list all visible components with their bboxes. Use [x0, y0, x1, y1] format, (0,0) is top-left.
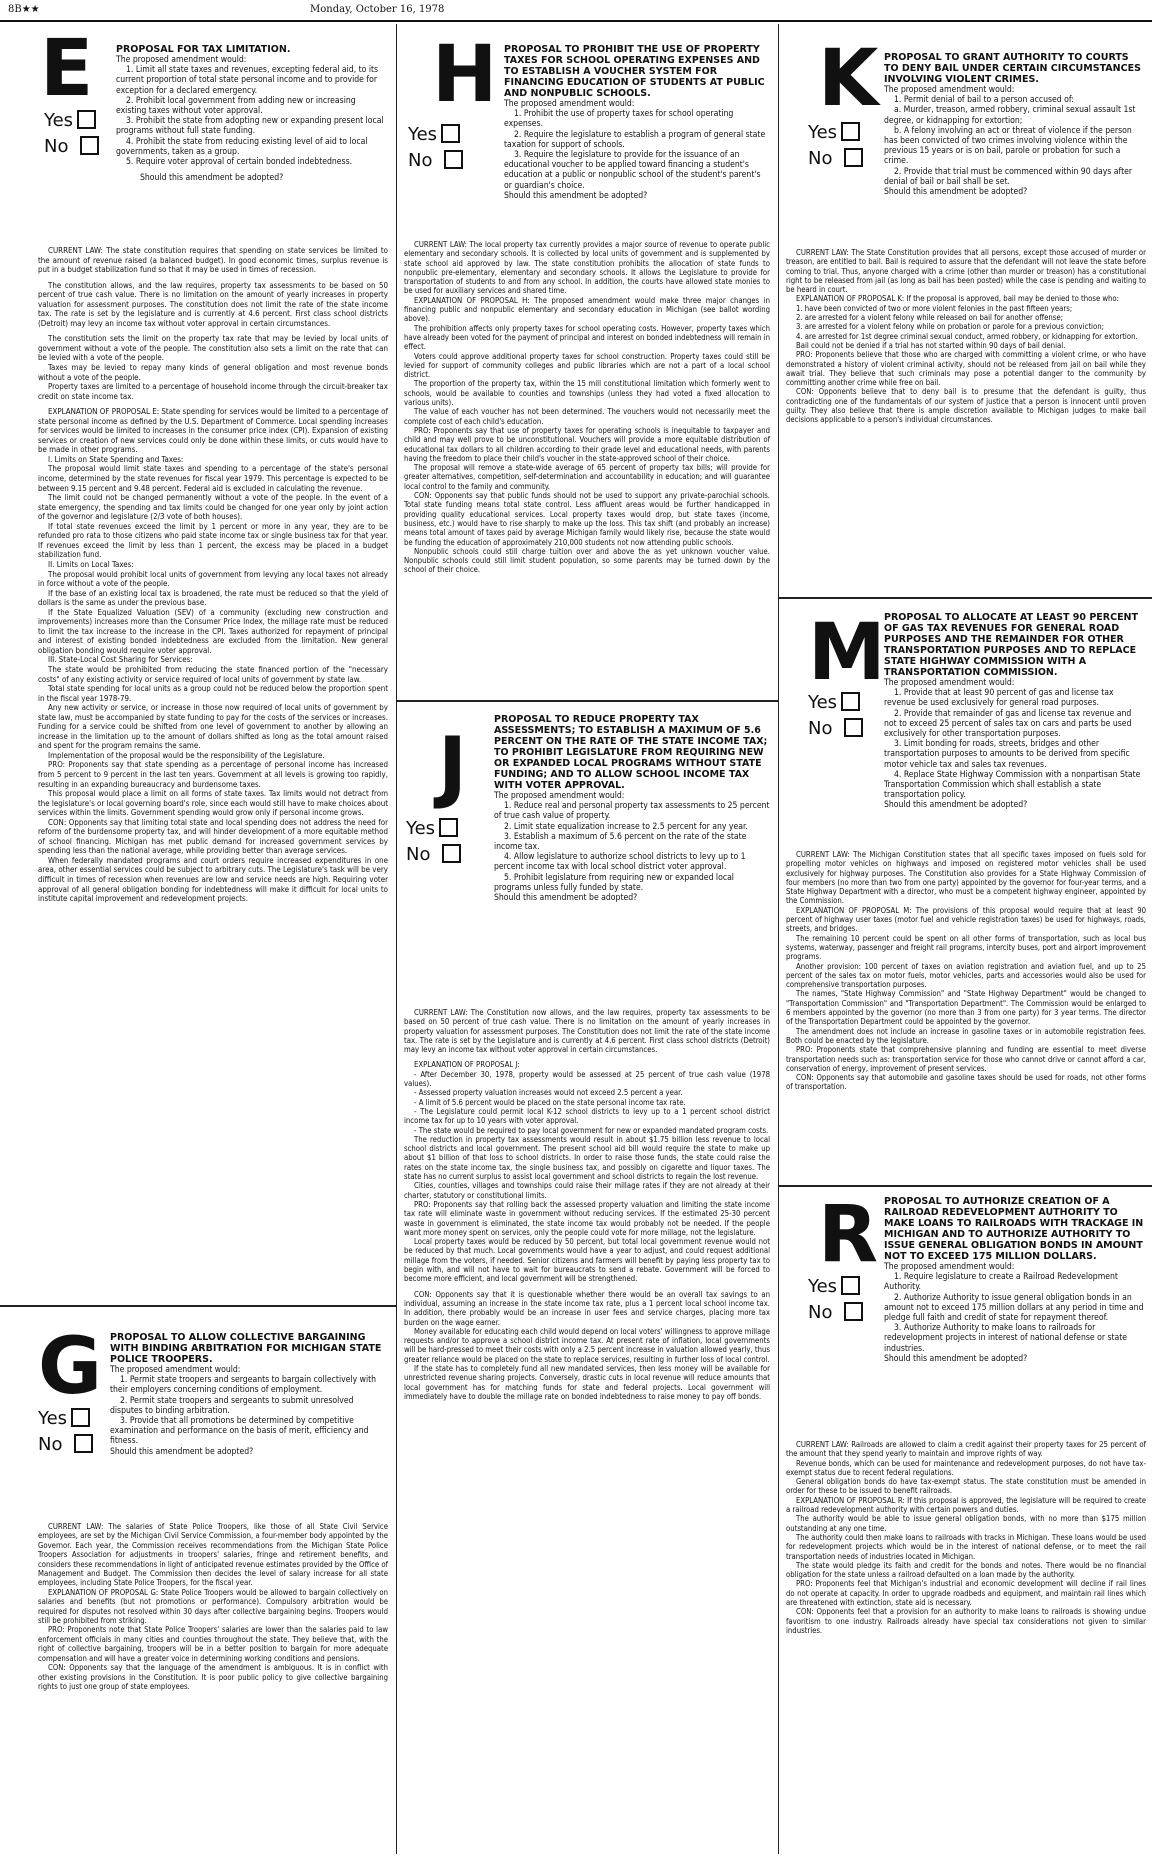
yes-label: Yes [808, 122, 838, 143]
explanation-text [786, 850, 1146, 1092]
proposal-item: 3. Authorize Authority to make loans to railroads for redevelopment projects in interest of national defense or state industries. [884, 1323, 1128, 1354]
proposal-item: 2. Limit state equalization increase to 2.5 percent for any year. [504, 821, 748, 832]
no-checkbox[interactable] [442, 844, 461, 863]
body-paragraph: Taxes may be levied to repay many kinds of general obligation and most revenue bonds without a vote of the people. [38, 363, 388, 382]
proposal-item: 1. Require legislature to create a Railroad Redevelopment Authority. [884, 1272, 1118, 1293]
body-paragraph: Another provision: 100 percent of taxes on aviation registration and aviation fuel, and up to 25 percent of the sales tax on motor fuels, motor vehicles, parts and accessories would also be used for comprehensive transportation purposes. [786, 961, 1146, 990]
ballot-choices [408, 124, 463, 176]
body-paragraph: CURRENT LAW: Railroads are allowed to claim a credit against their property taxes for 25 percent of the amount that they spend yearly to maintain and improve rights of way. [786, 1440, 1146, 1459]
yes-checkbox[interactable] [439, 818, 458, 837]
body-paragraph: The amendment does not include an increase in gasoline taxes or in automobile registration fees. Both could be enacted by the legislature. [786, 1026, 1146, 1045]
body-paragraph: The constitution allows, and the law requires, property tax assessments to be based on 50 percent of true cash value. There is no limitation on the amount of yearly increases in property valuation for assessment purposes. The constitution does not limit the rate of the state income tax. The rate is set by the legislature and is currently at 4.6 percent. First class school districts (Detroit) may levy an income tax without voter approval in certain circumstances. [38, 280, 388, 328]
body-paragraph: Cities, counties, villages and townships could raise their millage rates if they are not already at their charter, statutory or constitutional limits. [404, 1181, 770, 1200]
yes-label: Yes [808, 1276, 838, 1297]
proposal-text [504, 44, 770, 201]
body-paragraph: CON: Opponents feel that a provision for an authority to make loans to railroads is showing undue favoritism to one industry. Railroads already have special tax considerations not given to similar industries. [786, 1607, 1146, 1635]
proposal-letter: H [432, 30, 498, 120]
body-paragraph: Total state spending for local units as a group could not be reduced below the proportion spent in the fiscal year 1978-79. [38, 684, 388, 703]
body-paragraph: 1. have been convicted of two or more violent felonies in the past fifteen years; [796, 303, 1073, 313]
body-paragraph: CURRENT LAW: The Michigan Constitution states that all specific taxes imposed on fuels sold for propelling motor vehicles on highways and imposed on registered motor vehicles shall be used exclusively for highway purposes. The Constitution also provides for a State Highway Commission of four members (no more than two from one party) appointed by the governor for four-year terms, and a State Highway Department with a director, who must be a competent highway engineer, appointed by the Commission. [786, 850, 1146, 906]
proposal-text [884, 1196, 1146, 1364]
ballot-choices [38, 1408, 93, 1460]
body-paragraph: If the state has to completely fund all new mandated services, then less money will be available for unrestricted revenue sharing projects. Conversely, drastic cuts in local revenue will reduce amounts that local government has for matching funds for state and federal projects. Local government will immediately have to double the millage rate on bonded indebtedness to raise money to pay off bonds. [404, 1363, 770, 1401]
explanation-text [404, 1008, 770, 1401]
body-paragraph: I. Limits on State Spending and Taxes: [48, 454, 184, 464]
ballot-choices [406, 818, 461, 870]
explanation-text [786, 1440, 1146, 1635]
proposal-title: PROPOSAL TO GRANT AUTHORITY TO COURTS TO DENY BAIL UNDER CERTAIN CIRCUMSTANCES INVOLVING VIOLENT CRIMES. [884, 52, 1141, 85]
body-paragraph: PRO: Proponents state that comprehensive planning and funding are essential to meet diverse transportation needs such as: transportation service for those who cannot drive or cannot afford a car, conservation of energy, improvement of present services. [786, 1045, 1146, 1073]
proposal-letter: R [818, 1190, 879, 1280]
body-paragraph: The remaining 10 percent could be spent on all other forms of transportation, such as local bus systems, waterway, passenger and freight rail programs, intercity buses, port and airport improvement programs. [786, 933, 1146, 962]
body-paragraph: CON: Opponents say that public funds should not be used to support any private-parochial schools. Total state funding means total state control. Less affluent areas would be further handicapped in providing quality educational services. Local property taxes would drop, but state taxes (income, business, etc.) would have to rise sharply to make up the loss. This tax shift (and probably an increase) means total amount of taxes paid by average Michigan family would likely rise, because the state would be funding the education of approximately 210,000 students not now attending public schools. [404, 491, 770, 547]
body-paragraph: - Assessed property valuation increases would not exceed 2.5 percent a year. [414, 1088, 683, 1098]
ballot-choices [808, 122, 863, 174]
no-label: No [408, 150, 433, 171]
body-paragraph: EXPLANATION OF PROPOSAL R: If this proposal is approved, the legislature will be required to create a railroad redevelopment authority with certain powers and duties. [786, 1495, 1146, 1515]
proposal-item: 3. Prohibit the state from adopting new or expanding present local programs without full state funding. [116, 116, 384, 137]
yes-label: Yes [38, 1408, 68, 1429]
proposal-item: 5. Require voter approval of certain bonded indebtedness. [126, 157, 353, 168]
page-number: 8B★★ [8, 4, 40, 15]
section-rule-r [778, 1185, 1152, 1187]
proposal-text [884, 612, 1146, 811]
no-label: No [406, 844, 431, 865]
body-paragraph: The authority could then make loans to railroads with tracks in Michigan. These loans would be used for redevelopment projects which would be in the interest of national defense, or to meet the rail transportation needs of industries located in Michigan. [786, 1532, 1146, 1561]
body-paragraph: General obligation bonds do have tax-exempt status. The state constitution must be amended in order for these to be issued to benefit railroads. [786, 1477, 1146, 1496]
no-checkbox[interactable] [844, 718, 863, 737]
no-checkbox[interactable] [844, 148, 863, 167]
body-paragraph: The prohibition affects only property taxes for school operating costs. However, property taxes which have already been voted for the payment of principal and interest on bonded indebtedness will remain in effect. [404, 323, 770, 352]
proposal-item: 3. Establish a maximum of 5.6 percent on the rate of the state income tax. [494, 831, 747, 853]
yes-label: Yes [44, 110, 74, 131]
yes-checkbox[interactable] [841, 122, 860, 141]
body-paragraph: CON: Opponents believe that to deny bail is to presume that the defendant is guilty, thus contradicting one of the fundamentals of our system of justice that a person is innocent until proven guilty. They also believe that there is ample discretion available to Michigan judges to make bail decisions applicable to a person's individual circumstances. [786, 387, 1146, 425]
proposal-question: Should this amendment be adopted? [140, 173, 284, 184]
body-paragraph: The limit could not be changed permanently without a vote of the people. In the event of a state emergency, the spending and tax limits could be changed for one year only by joint action of the governor and legislature (2/3 vote of both houses). [38, 493, 388, 522]
body-paragraph: If the base of an existing local tax is broadened, the rate must be reduced so that the yield of dollars is the same as under the previous base. [38, 588, 388, 608]
proposal-question: Should this amendment be adopted? [110, 1446, 254, 1457]
body-paragraph: Revenue bonds, which can be used for maintenance and redevelopment purposes, do not have tax-exempt status due to recent federal regulations. [786, 1458, 1146, 1477]
yes-checkbox[interactable] [77, 110, 96, 129]
yes-checkbox[interactable] [441, 124, 460, 143]
no-checkbox[interactable] [444, 150, 463, 169]
body-paragraph: Voters could approve additional property taxes for school construction. Property taxes could still be levied for support of community colleges and public libraries which are not a part of a local school district. [404, 351, 770, 380]
no-label: No [38, 1434, 63, 1455]
proposal-item: 1. Permit denial of bail to a person accused of: [894, 95, 1074, 106]
body-paragraph: CON: Opponents say that it is questionable whether there would be an overall tax savings to an individual, assuming an increase in the state income tax rate, plus a 1 percent local school income tax. In addition, there probably would be an increase in user fees and service charges, placing more tax burden on the wage earner. [404, 1289, 770, 1327]
proposal-title: PROPOSAL TO ALLOW COLLECTIVE BARGAINING WITH BINDING ARBITRATION FOR MICHIGAN STATE POLICE TROOPERS. [110, 1332, 382, 1365]
proposal-text [110, 1332, 386, 1457]
proposal-text [116, 44, 386, 183]
proposal-title: PROPOSAL TO PROHIBIT THE USE OF PROPERTY TAXES FOR SCHOOL OPERATING EXPENSES AND TO ESTABLISH A VOUCHER SYSTEM FOR FINANCING EDUCATION OF STUDENTS AT PUBLIC AND NONPUBLIC SCHOOLS. [504, 44, 765, 99]
body-paragraph: - After December 30, 1978, property would be assessed at 25 percent of true cash value (1978 values). [404, 1069, 770, 1089]
proposal-item: a. Murder, treason, armed robbery, criminal sexual assault 1st degree, or kidnapping for extortion; [884, 105, 1136, 126]
no-label: No [808, 718, 833, 739]
body-paragraph: EXPLANATION OF PROPOSAL E: State spending for services would be limited to a percentage of state personal income as defined by the U.S. Department of Commerce. Local spending increases for services would be limited to increases in the consumer price index (CPI). Expansion of existing services or creation of new services could only be done within these limits, or cuts would have to be made in other programs. [38, 407, 388, 455]
publication-date: Monday, October 16, 1978 [310, 4, 445, 15]
proposal-title: PROPOSAL FOR TAX LIMITATION. [116, 44, 291, 55]
column-rule-1 [396, 24, 397, 1854]
section-rule-m [778, 597, 1152, 599]
proposal-item: 2. Provide that trial must be commenced within 90 days after denial of bail or bail shall be set. [884, 166, 1133, 187]
body-paragraph: CURRENT LAW: The state constitution requires that spending on state services be limited to the amount of revenue raised (a balanced budget). In good economic times, surplus revenue is put in a budget stabilization fund so that it may be used in times of recession. [38, 246, 388, 275]
proposal-question: Should this amendment be adopted? [884, 187, 1028, 198]
body-paragraph: This proposal would place a limit on all forms of state taxes. Tax limits would not detract from the legislature's or local governing board's role, since each would still have to make choices about services within the limits. Government spending would grow only if personal income grows. [38, 789, 388, 818]
proposal-item: 5. Prohibit legislature from requiring new or expanded local programs unless fully funded by state. [494, 872, 734, 893]
body-paragraph: PRO: Proponents say that rolling back the assessed property valuation and limiting the state income tax rate will eliminate waste in government without reducing services. If the estimated 25-30 percent waste in government is eliminated, the state income tax would probably not be needed. If the people want more money spent on services, only the people could vote for more millage, not the legislature. [404, 1199, 770, 1237]
body-paragraph: CURRENT LAW: The local property tax currently provides a major source of revenue to operate public elementary and secondary schools. It is collected by local units of government and is supplemented by state school aid approved by law. The state constitution prohibits the allocation of state funds to nonpublic pre-elementary, elementary and secondary schools. It allows the Legislature to provide for transportation of students to and from any school. In addition, the courts have allowed state monies to be used for auxiliary services and shared time. [404, 240, 770, 296]
top-rule [0, 20, 1152, 22]
proposal-item: 2. Authorize Authority to issue general obligation bonds in an amount not to exceed 175 million dollars at any period in time and pledge full faith and credit of state for repayment thereof. [884, 1292, 1144, 1324]
body-paragraph: PRO: Proponents feel that Michigan's industrial and economic development will decline if rail lines do not operate at capacity. In order to upgrade roadbeds and equipment, and maintain rail lines which are threatened with extinction, state aid is necessary. [786, 1579, 1146, 1608]
proposal-item: 1. Permit state troopers and sergeants to bargain collectively with their employers concerning conditions of employment. [110, 1375, 377, 1396]
proposal-item: 1. Reduce real and personal property tax assessments to 25 percent of true cash value of property. [494, 801, 770, 822]
yes-checkbox[interactable] [841, 692, 860, 711]
body-paragraph: Any new activity or service, or increase in those now required of local units of government by state law, must be accompanied by state funding to pay for the costs of the services or increases. Funding for a service could be shifted from one level of government to another by allowing an increase in the limitation up to the amount of dollars shifted as long as the total amount raised and spent for the program remains the same. [38, 703, 388, 751]
body-paragraph: 2. are arrested for a violent felony while released on bail for another offense; [796, 313, 1063, 323]
body-paragraph: PRO: Proponents note that State Police Troopers' salaries are lower than the salaries paid to law enforcement officials in many cities and counties throughout the state. They believe that, with the right of collective bargaining, troopers will be in a better position to bargain for more adequate compensation and will have a greater voice in determining working conditions and pensions. [38, 1625, 388, 1663]
body-paragraph: CURRENT LAW: The Constitution now allows, and the law requires, property tax assessments to be based on 50 percent of true cash value. There is no limitation on the amount of yearly increases in property valuation for assessment purposes. The Constitution does not limit the rate of the state income tax. The rate is set by the Legislature and is currently at 4.6 percent. First class school districts (Detroit) may levy an income tax without voter approval in certain circumstances. [404, 1008, 770, 1055]
proposal-item: 1. Prohibit the use of property taxes for school operating expenses. [504, 109, 734, 130]
body-paragraph: The reduction in property tax assessments would result in about $1.75 billion less revenue to local school districts and local government. The present school aid bill would require the state to make up about $1 billion of that loss to school districts. In order to raise those funds, the state could raise the rates on the state income tax, the single business tax, and possibly on cigarette and liquor taxes. The state has no current surplus to assist local government and school districts to regain the lost revenue. [404, 1134, 770, 1182]
body-paragraph: The proposal would limit state taxes and spending to a percentage of the state's personal income, determined by the state revenues for fiscal year 1979. This percentage is expected to be between 9.15 percent and 9.48 percent. Federal aid is excluded in calculating the revenue. [38, 464, 388, 493]
body-paragraph: EXPLANATION OF PROPOSAL J: [414, 1060, 520, 1070]
proposal-item: 3. Limit bonding for roads, streets, bridges and other transportation purposes to amounts to be derived from specific motor vehicle tax and sales tax revenues. [884, 739, 1130, 770]
body-paragraph: When federally mandated programs and court orders require increased expenditures in one area, other essential services could be subject to arbitrary cuts. The Legislature's task will be very difficult in times of recession when revenues are low and service needs are high. Requiring voter approval of all general obligation bonding for indebtedness will make it difficult for local units to institute capital improvement and redevelopment projects. [38, 855, 388, 904]
proposal-item: 2. Provide that remainder of gas and license tax revenue and not to exceed 25 percent of sales tax on cars and parts be used exclusively for other transportation purposes. [884, 708, 1132, 740]
proposal-letter: E [40, 24, 94, 114]
proposal-intro: The proposed amendment would: [884, 85, 1015, 95]
proposal-item: 4. Replace State Highway Commission with a nonpartisan State Transportation Commission which shall establish a state transportation policy. [884, 769, 1141, 801]
explanation-text [38, 1522, 388, 1691]
proposal-question: Should this amendment be adopted? [504, 190, 648, 201]
proposal-text [494, 714, 770, 903]
no-checkbox[interactable] [74, 1434, 93, 1453]
column-rule-2 [778, 24, 779, 1854]
proposal-question: Should this amendment be adopted? [884, 800, 1028, 811]
body-paragraph: The names, "State Highway Commission" and "State Highway Department" would be changed to "Transportation Commission" and "Transportation Department". The Commission would be enlarged to 6 members appointed by the governor (no more than 3 from one party) for 3 year terms. The director of the Transportation Department could be appointed by the governor. [786, 989, 1146, 1027]
body-paragraph: - The state would be required to pay local government for new or expanded mandated program costs. [414, 1125, 769, 1135]
body-paragraph: PRO: Proponents say that use of property taxes for operating schools is inequitable to taxpayer and child and may well prove to be unconstitutional. Vouchers will provide a more equitable distribution of educational tax dollars to all children according to their grade level and educational needs, with parents having the freedom to place their child's voucher in the state-approved school of their choice. [404, 425, 770, 463]
explanation-text [38, 246, 388, 904]
body-paragraph: Implementation of the proposal would be the responsibility of the Legislature. [48, 750, 325, 760]
body-paragraph: EXPLANATION OF PROPOSAL M: The provisions of this proposal would require that at least 90 percent of highway user taxes (motor fuel and vehicle registration taxes) be used for highways, roads, streets, and bridges. [786, 905, 1146, 934]
proposal-title: PROPOSAL TO ALLOCATE AT LEAST 90 PERCENT OF GAS TAX REVENUES FOR GENERAL ROAD PURPOSES AND THE REMAINDER FOR OTHER TRANSPORTATION PURPOSES AND TO REPLACE STATE HIGHWAY COMMISSION WITH A TRANSPORTATION COMMISSION. [884, 612, 1138, 678]
body-paragraph: PRO: Proponents say that state spending as a percentage of personal income has increased from 5 percent to 9 percent in the last ten years. Government at all levels is growing too rapidly, resulting in an expanding bureaucracy and burdensome taxes. [38, 760, 388, 789]
proposal-item: 4. Prohibit the state from reducing existing level of aid to local governments, taken as a group. [116, 136, 368, 157]
proposal-item: 4. Allow legislature to authorize school districts to levy up to 1 percent income tax with local school district voter approval. [494, 852, 746, 873]
proposal-item: 1. Limit all state taxes and revenues, excepting federal aid, to its current proportion of total state personal income and to provide for exception for a declared emergency. [116, 65, 379, 96]
body-paragraph: 4. are arrested for 1st degree criminal sexual conduct, armed robbery, or kidnapping for extortion. [796, 331, 1138, 341]
body-paragraph: The proportion of the property tax, within the 15 mill constitutional limitation which formerly went to schools, would be available to counties and townships (unless they had voted a fixed allocation to various units). [404, 379, 770, 408]
body-paragraph: Bail could not be denied if a trial has not started within 90 days of bail denial. [796, 340, 1066, 350]
body-paragraph: The proposal would prohibit local units of government from levying any local taxes not already in force without a vote of the people. [38, 569, 388, 589]
body-paragraph: The state would pledge its faith and credit for the bonds and notes. There would be no financial obligation for the state unless a railroad defaulted on a loan made by the authority. [786, 1560, 1146, 1580]
yes-label: Yes [408, 124, 438, 145]
proposal-item: 2. Permit state troopers and sergeants to submit unresolved disputes to binding arbitration. [110, 1395, 354, 1416]
body-paragraph: - The Legislature could permit local K-12 school districts to levy up to a 1 percent school district income tax for up to 10 years with voter approval. [404, 1106, 770, 1126]
body-paragraph: The authority would be able to issue general obligation bonds, with no more than $175 million outstanding at any one time. [786, 1514, 1146, 1533]
no-checkbox[interactable] [80, 136, 99, 155]
yes-label: Yes [406, 818, 436, 839]
no-checkbox[interactable] [844, 1302, 863, 1321]
no-label: No [808, 1302, 833, 1323]
body-paragraph: The proposal will remove a state-wide average of 65 percent of property tax bills; will provide for greater alternatives, competition, self-determination and accountability in education; and will guarantee local control to the family and community. [404, 463, 770, 491]
yes-label: Yes [808, 692, 838, 713]
body-paragraph: CURRENT LAW: The salaries of State Police Troopers, like those of all State Civil Service employees, are set by the Michigan Civil Service Commission, a four-member body appointed by the Governor. Each year, the Commission receives recommendations from the Michigan State Police Troopers Association for adjustments in troopers' salaries, fringe and retirement benefits, and considers these recommendations in light of anticipated revenue estimates provided by the Office of Management and Budget. The Commission then decides the level of salary increase for all state employees, including State Police Troopers, for the fiscal year. [38, 1522, 388, 1588]
body-paragraph: CON: Opponents say that limiting total state and local spending does not address the need for reform of the burdensome property tax, and will hinder development of a more equitable method of school financing. Michigan has met public demand for increased government services by spending less than the national average, while providing better than average services. [38, 817, 388, 856]
section-rule-j [396, 700, 778, 702]
body-paragraph: PRO: Proponents believe that those who are charged with committing a violent crime, or who have demonstrated a history of violent criminal activity, should not be released from jail on bail while they await trial. They believe that such criminals may pose a potential danger to the community by committing another crime while free on bail. [786, 350, 1146, 388]
body-paragraph: EXPLANATION OF PROPOSAL K: If the proposal is approved, bail may be denied to those who: [796, 294, 1119, 304]
body-paragraph: CURRENT LAW: The State Constitution provides that all persons, except those accused of murder or treason, are entitled to bail. Bail is required to assure that the defendant will not leave the state before coming to trial. Thus, anyone charged with a crime (other than murder or treason) has a constitutional right to be released from jail (as long as bail has been posted) while the case is pending and waiting to be heard in court. [786, 248, 1146, 295]
proposal-intro: The proposed amendment would: [884, 1262, 1015, 1272]
body-paragraph: EXPLANATION OF PROPOSAL G: State Police Troopers would be allowed to bargain collectively on salaries and benefits (but not promotions or performance). Compulsory arbitration would be required for disputes not resolved within 30 days after collective bargaining begins. Troopers would still be prohibited from striking. [38, 1587, 388, 1626]
body-paragraph: EXPLANATION OF PROPOSAL H: The proposed amendment would make three major changes in financing public and nonpublic elementary and secondary education in Michigan (see ballot wording above). [404, 295, 770, 324]
body-paragraph: - A limit of 5.6 percent would be placed on the state personal income tax rate. [414, 1097, 686, 1107]
ballot-choices [808, 1276, 863, 1328]
proposal-intro: The proposed amendment would: [494, 791, 625, 801]
proposal-letter: M [808, 608, 886, 698]
proposal-item: 3. Provide that all promotions be determined by competitive examination and performance on the basis of merit, efficiency and fitness. [110, 1416, 369, 1447]
proposal-text [884, 52, 1146, 197]
body-paragraph: CON: Opponents say that automobile and gasoline taxes should be used for roads, not other forms of transportation. [786, 1073, 1146, 1092]
proposal-intro: The proposed amendment would: [884, 678, 1015, 688]
proposal-title: PROPOSAL TO AUTHORIZE CREATION OF A RAILROAD REDEVELOPMENT AUTHORITY TO MAKE LOANS TO RAILROADS WITH TRACKAGE IN MICHIGAN AND TO AUTHORIZE AUTHORITY TO ISSUE GENERAL OBLIGATION BONDS IN AMOUNT NOT TO EXCEED 175 MILLION DOLLARS. [884, 1196, 1144, 1262]
proposal-title: PROPOSAL TO REDUCE PROPERTY TAX ASSESSMENTS; TO ESTABLISH A MAXIMUM OF 5.6 PERCENT ON THE RATE OF THE STATE INCOME TAX; TO PROHIBIT LEGISLATURE FROM REQUIRING NEW OR EXPANDED LOCAL PROGRAMS WITHOUT STATE FUNDING; AND TO ALLOW SCHOOL INCOME TAX WITH VOTER APPROVAL. [494, 714, 768, 791]
body-paragraph: 3. are arrested for a violent felony while on probation or parole for a previous conviction; [796, 322, 1104, 332]
section-rule-g [0, 1305, 396, 1307]
proposal-letter: G [38, 1322, 103, 1412]
proposal-intro: The proposed amendment would: [116, 55, 247, 65]
body-paragraph: Nonpublic schools could still charge tuition over and above the as yet unknown voucher value. Nonpublic schools could still limit student population, so some parents may be turned down by the school of their choice. [404, 546, 770, 575]
proposal-item: 1. Provide that at least 90 percent of gas and license tax revenue be used exclusively for general road purposes. [884, 688, 1114, 709]
proposal-letter: J [438, 722, 468, 812]
proposal-item: 2. Prohibit local government from adding new or increasing existing taxes without voter approval. [116, 95, 356, 117]
proposal-question: Should this amendment be adopted? [884, 1353, 1028, 1364]
body-paragraph: II. Limits on Local Taxes: [48, 559, 134, 569]
proposal-item: 3. Require the legislature to provide for the issuance of an educational voucher to be applied toward financing a student's education at a public or nonpublic school of the student's parent's or guardian's choice. [504, 150, 761, 191]
explanation-text [786, 248, 1146, 425]
no-label: No [808, 148, 833, 169]
explanation-text [404, 240, 770, 575]
body-paragraph: Property taxes are limited to a percentage of household income through the circuit-breaker tax credit on state income tax. [38, 382, 388, 401]
proposal-intro: The proposed amendment would: [504, 99, 635, 109]
body-paragraph: Money available for educating each child would depend on local voters' willingness to approve millage requests and/or to approve a school district income tax. At present rate of inflation, local governments will be hard-pressed to meet their costs with only a 2.5 percent increase in valuation allowed yearly, thus greater reliance would be placed on the state to replace services, resulting in further loss of local control. [404, 1326, 770, 1364]
proposal-letter: K [818, 34, 879, 124]
body-paragraph: The state would be prohibited from reducing the state financed portion of the "necessary costs" of any existing activity or service required of local units of government by state law. [38, 664, 388, 684]
body-paragraph: Local property taxes would be reduced by 50 percent, but total local government revenue would not be reduced by that much. Local governments would have a year to adjust, and could request additional millage from the voters, if needed. Senior citizens and farmers will benefit by paying less property tax to begin with, and will not have to wait for bureaucrats to send a rebate. Government will be forced to become more efficient, and local government will be strengthened. [404, 1237, 770, 1284]
no-label: No [44, 136, 69, 157]
body-paragraph: If total state revenues exceed the limit by 1 percent or more in any year, they are to be refunded pro rata to those citizens who paid state income tax or single business tax for that year. If revenues exceed the limit by less than 1 percent, the excess may be placed in a budget stabilization fund. [38, 521, 388, 560]
proposal-item: b. A felony involving an act or threat of violence if the person has been convicted of two crimes involving violence within the previous 15 years or is on bail, parole or probation for such a crime. [884, 125, 1132, 167]
body-paragraph: CON: Opponents say that the language of the amendment is ambiguous. It is in conflict with other existing provisions in the Constitution. It is poor public policy to give collective bargaining rights to just one group of state employees. [38, 1663, 388, 1691]
body-paragraph: If the State Equalized Valuation (SEV) of a community (excluding new construction and improvements) increases more than the Consumer Price Index, the millage rate must be reduced to limit the tax increase to the increase in the CPI. Taxes authorized for repayment of principal and interest of existing bonded indebtedness are excluded from the limitation. New general obligation bonding would require voter approval. [38, 607, 388, 655]
masthead [8, 4, 1144, 20]
yes-checkbox[interactable] [71, 1408, 90, 1427]
body-paragraph: The constitution sets the limit on the property tax rate that may be levied by local units of government without a vote of the people. The constitution also sets a limit on the rate that can be levied with a vote of the people. [38, 334, 388, 363]
body-paragraph: III. State-Local Cost Sharing for Services: [48, 655, 193, 665]
proposal-item: 2. Require the legislature to establish a program of general state taxation for support of schools. [504, 129, 766, 150]
ballot-choices [44, 110, 99, 162]
proposal-intro: The proposed amendment would: [110, 1365, 241, 1375]
body-paragraph: The value of each voucher has not been determined. The vouchers would not necessarily meet the complete cost of each child's education. [404, 407, 770, 426]
ballot-choices [808, 692, 863, 744]
yes-checkbox[interactable] [841, 1276, 860, 1295]
proposal-question: Should this amendment be adopted? [494, 893, 638, 904]
